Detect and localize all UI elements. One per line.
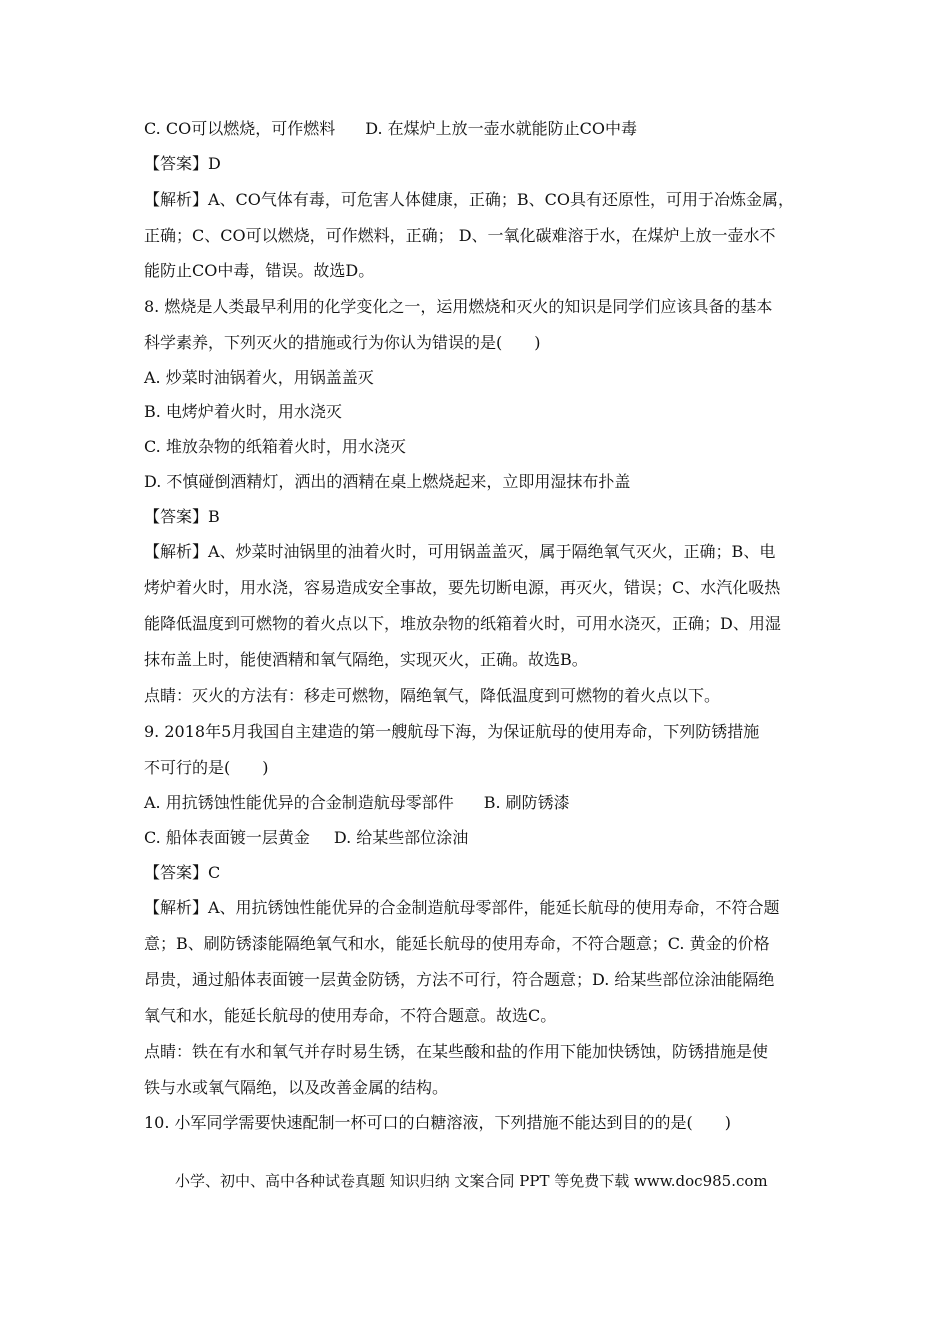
option-a: A. 用抗锈蚀性能优异的合金制造航母零部件 bbox=[144, 793, 454, 812]
analysis-line: 【解析】A、炒菜时油锅里的油着火时，可用锅盖盖灭，属于隔绝氧气灭火，正确；B、电 bbox=[144, 542, 776, 561]
question-8-option-d: D. 不慎碰倒酒精灯，洒出的酒精在桌上燃烧起来，立即用湿抹布扑盖 bbox=[144, 472, 631, 491]
option-c: C. 船体表面镀一层黄金 bbox=[144, 828, 310, 847]
analysis-line: 能降低温度到可燃物的着火点以下，堆放杂物的纸箱着火时，可用水浇灭，正确；D、用湿 bbox=[144, 614, 781, 633]
question-9-stem: 9. 2018年5月我国自主建造的第一艘航母下海，为保证航母的使用寿命，下列防锈措施 bbox=[144, 722, 760, 741]
question-9-options-cd bbox=[144, 828, 468, 848]
question-10-stem: 10. 小军同学需要快速配制一杯可口的白糖溶液，下列措施不能达到目的的是( ) bbox=[144, 1113, 732, 1132]
question-9-options-ab bbox=[144, 793, 570, 813]
option-d: D. 在煤炉上放一壶水就能防止CO中毒 bbox=[365, 119, 638, 138]
question-8-stem: 8. 燃烧是人类最早利用的化学变化之一，运用燃烧和灭火的知识是同学们应该具备的基本 bbox=[144, 297, 773, 316]
answer-line: 【答案】B bbox=[144, 507, 220, 526]
option-c: C. CO可以燃烧，可作燃料 bbox=[144, 119, 336, 138]
question-8-option-c: C. 堆放杂物的纸箱着火时，用水浇灭 bbox=[144, 437, 406, 456]
analysis-line: 【解析】A、CO气体有毒，可危害人体健康，正确；B、CO具有还原性，可用于冶炼金属， bbox=[144, 190, 795, 209]
analysis-line: 能防止CO中毒，错误。故选D。 bbox=[144, 261, 375, 280]
option-b: B. 刷防锈漆 bbox=[483, 793, 570, 812]
analysis-line: 氧气和水，能延长航母的使用寿命，不符合题意。故选C。 bbox=[144, 1006, 557, 1025]
analysis-line: 意；B、刷防锈漆能隔绝氧气和水，能延长航母的使用寿命，不符合题意；C. 黄金的价格 bbox=[144, 934, 770, 953]
answer-line: 【答案】C bbox=[144, 863, 221, 882]
options-line-7cd bbox=[144, 119, 637, 139]
tip-line: 点睛：灭火的方法有：移走可燃物，隔绝氧气，降低温度到可燃物的着火点以下。 bbox=[144, 686, 721, 705]
question-8-option-a: A. 炒菜时油锅着火，用锅盖盖灭 bbox=[144, 368, 374, 387]
option-d: D. 给某些部位涂油 bbox=[333, 828, 469, 847]
page-footer: 小学、初中、高中各种试卷真题 知识归纳 文案合同 PPT 等免费下载 www.doc985.com bbox=[175, 1172, 768, 1190]
question-8-stem: 科学素养，下列灭火的措施或行为你认为错误的是( ) bbox=[144, 333, 541, 352]
analysis-line: 正确；C、CO可以燃烧，可作燃料，正确； D、一氧化碳难溶于水，在煤炉上放一壶水不 bbox=[144, 226, 776, 245]
tip-line: 点睛：铁在有水和氧气并存时易生锈，在某些酸和盐的作用下能加快锈蚀，防锈措施是使 bbox=[144, 1042, 769, 1061]
answer-line: 【答案】D bbox=[144, 154, 221, 173]
analysis-line: 昂贵，通过船体表面镀一层黄金防锈，方法不可行，符合题意；D. 给某些部位涂油能隔绝 bbox=[144, 970, 775, 989]
tip-line: 铁与水或氧气隔绝，以及改善金属的结构。 bbox=[144, 1078, 449, 1097]
analysis-line: 烤炉着火时，用水浇，容易造成安全事故，要先切断电源，再灭火，错误；C、水汽化吸热 bbox=[144, 578, 781, 597]
question-8-option-b: B. 电烤炉着火时，用水浇灭 bbox=[144, 402, 342, 421]
analysis-line: 抹布盖上时，能使酒精和氧气隔绝，实现灭火，正确。故选B。 bbox=[144, 650, 588, 669]
analysis-line: 【解析】A、用抗锈蚀性能优异的合金制造航母零部件，能延长航母的使用寿命，不符合题 bbox=[144, 898, 780, 917]
question-9-stem: 不可行的是( ) bbox=[144, 758, 269, 777]
